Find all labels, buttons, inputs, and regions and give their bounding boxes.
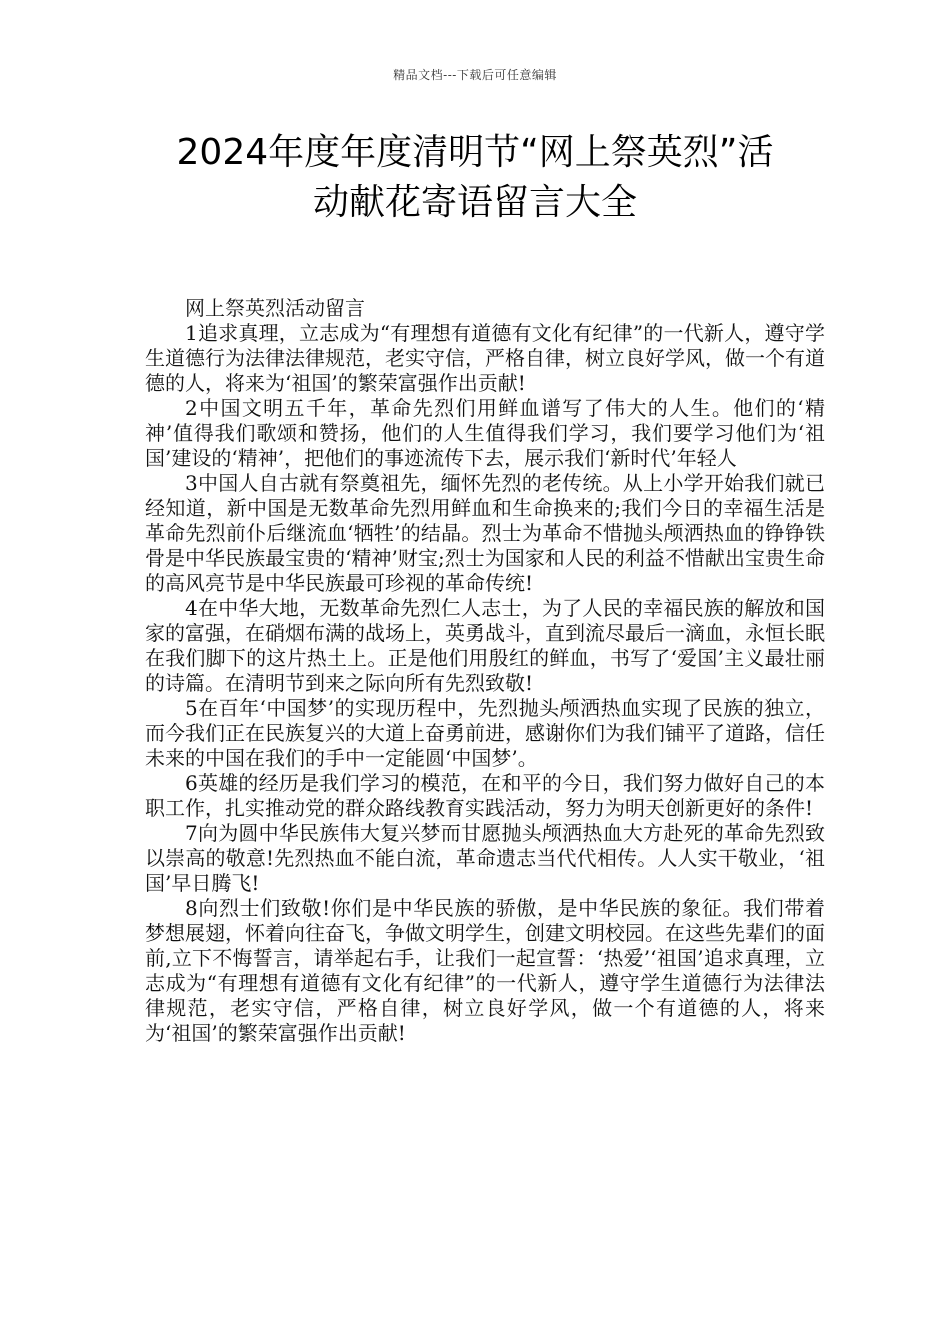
paragraph-4: 4在中华大地，无数革命先烈仁人志士，为了人民的幸福民族的解放和国家的富强，在硝烟布满的战场上，英勇战斗，直到流尽最后一滴血，永恒长眠在我们脚下的这片热土上。正是他们用殷红的鲜血，书写了‘爱国’主义最壮丽的诗篇。在清明节到来之际向所有先烈致敬! [145,596,825,695]
section-subtitle: 网上祭英烈活动留言 [185,296,365,320]
document-body [145,296,825,1046]
paragraph-7: 7向为圆中华民族伟大复兴梦而甘愿抛头颅洒热血大方赴死的革命先烈致以崇高的敬意!先烈热血不能白流，革命遗志当代代相传。人人实干敬业，‘祖国’早日腾飞! [145,821,825,895]
paragraph-5: 5在百年‘中国梦’的实现历程中，先烈抛头颅洒热血实现了民族的独立，而今我们正在民族复兴的大道上奋勇前进，感谢你们为我们铺平了道路，信任未来的中国在我们的手中一定能圆‘中国梦’。 [145,696,825,770]
paragraph-2: 2中国文明五千年，革命先烈们用鲜血谱写了伟大的人生。他们的‘精神’值得我们歌颂和赞扬，他们的人生值得我们学习，我们要学习他们为‘祖国’建设的‘精神’，把他们的事迹流传下去，展示我们‘新时代’年轻人 [145,396,825,470]
title-line-1: 2024年度年度清明节“网上祭英烈”活 [176,132,774,173]
paragraph-8: 8向烈士们致敬!你们是中华民族的骄傲，是中华民族的象征。我们带着梦想展翅，怀着向往奋飞，争做文明学生，创建文明校园。在这些先辈们的面前,立下不悔誓言，请举起右手，让我们一起宣誓：‘热爱’‘祖国’追求真理，立志成为“有理想有道德有文化有纪律”的一代新人，遵守学生道德行为法律法律规范，老实守信，严格自律，树立良好学风，做一个有道德的人，将来为‘祖国’的繁荣富强作出贡献! [145,896,825,1045]
header-note: 精品文档---下载后可任意编辑 [393,68,557,82]
title-line-2: 动献花寄语留言大全 [312,182,637,223]
document-title [100,128,850,228]
paragraph-6: 6英雄的经历是我们学习的模范，在和平的今日，我们努力做好自己的本职工作，扎实推动党的群众路线教育实践活动，努力为明天创新更好的条件! [145,771,825,820]
paragraph-1: 1追求真理，立志成为“有理想有道德有文化有纪律”的一代新人，遵守学生道德行为法律法律规范，老实守信，严格自律，树立良好学风，做一个有道德的人，将来为‘祖国’的繁荣富强作出贡献! [145,321,825,395]
paragraph-3: 3中国人自古就有祭奠祖先，缅怀先烈的老传统。从上小学开始我们就已经知道，新中国是无数革命先烈用鲜血和生命换来的;我们今日的幸福生活是革命先烈前仆后继流血‘牺牲’的结晶。烈士为革命不惜抛头颅洒热血的铮铮铁骨是中华民族最宝贵的‘精神’财宝;烈士为国家和人民的利益不惜献出宝贵生命的高风亮节是中华民族最可珍视的革命传统! [145,471,825,595]
